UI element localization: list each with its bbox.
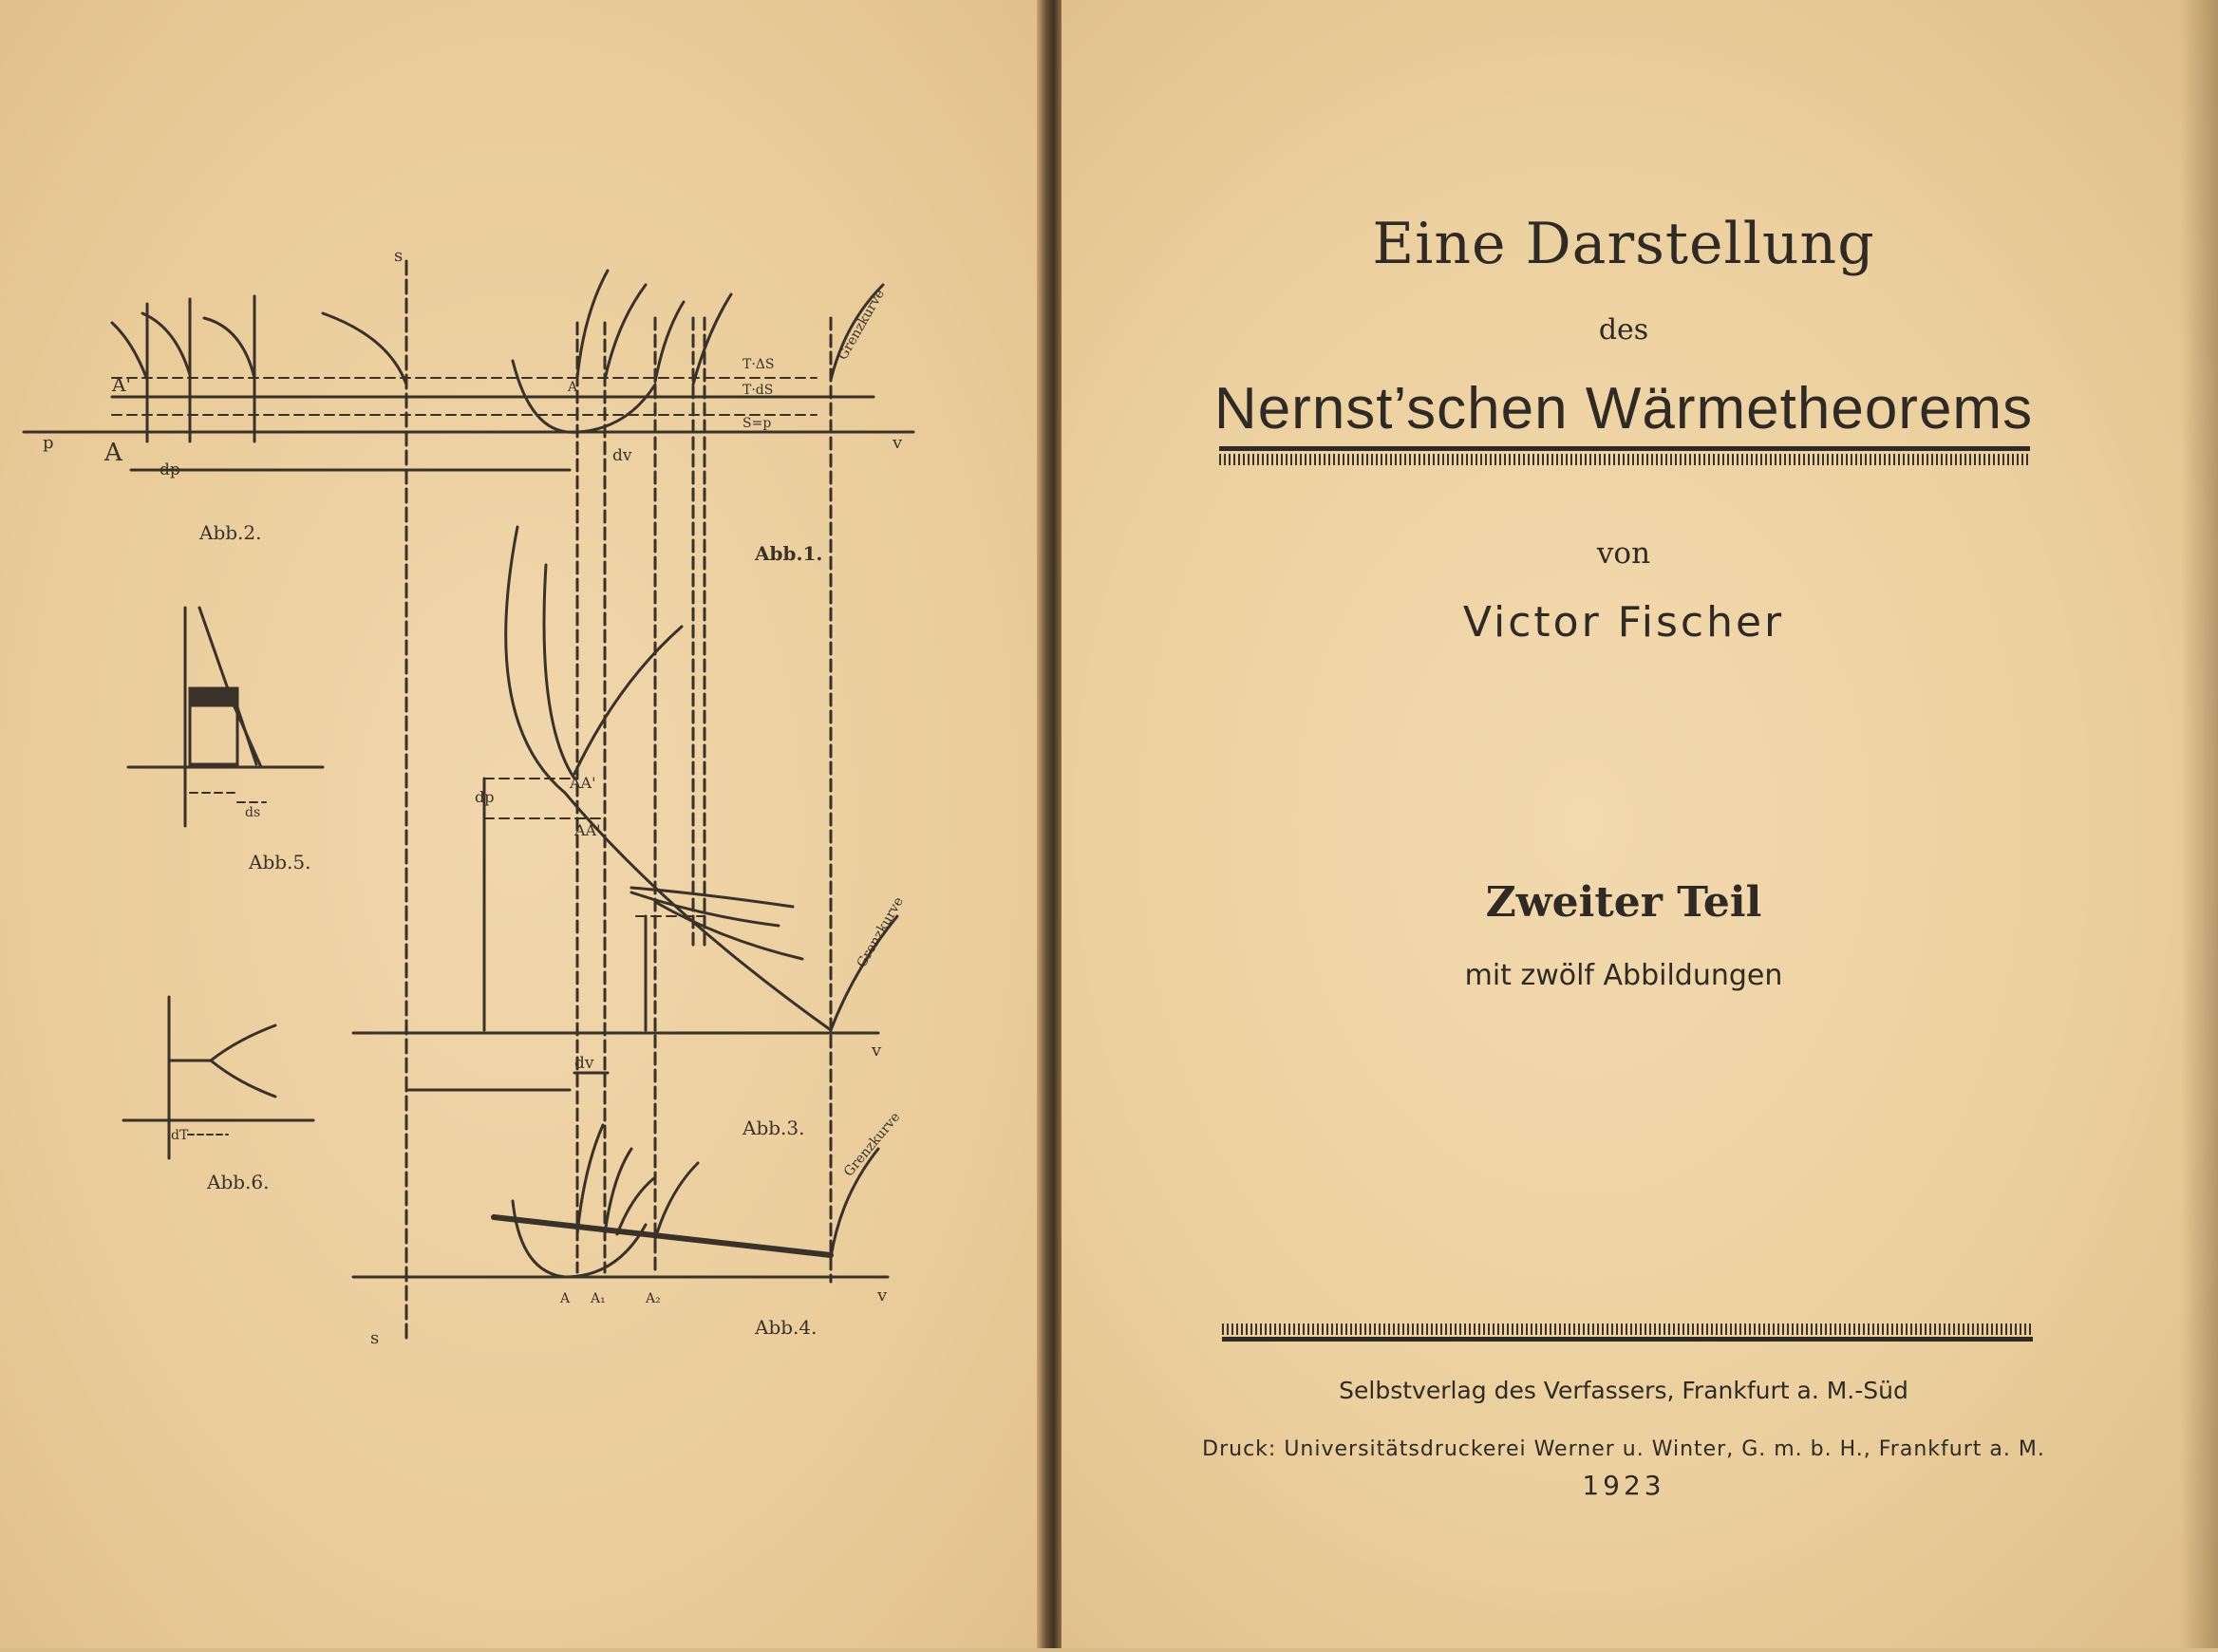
diagram-figure [0, 0, 1043, 1648]
abb2-curve-1 [112, 323, 147, 380]
abb1-curve-p4 [693, 294, 731, 385]
t-ds2-label: T·dS [742, 383, 774, 398]
aa-label: AA' [570, 774, 596, 792]
part-title: Zweiter Teil [1485, 878, 1762, 927]
grenz-curve-top-left [323, 313, 406, 385]
abb5-label: Abb.5. [249, 851, 311, 873]
ds-label-abb5: ds [245, 805, 261, 820]
abb3-hatched-band [494, 1217, 831, 1255]
dt-label-abb6: dT [171, 1128, 189, 1143]
abb4-label: Abb.4. [755, 1316, 818, 1339]
abb6-label: Abb.6. [207, 1171, 270, 1193]
abb3-label: Abb.3. [742, 1117, 805, 1139]
abb2-curve-3 [204, 318, 254, 378]
s-axis-label-bottom: s [370, 1328, 380, 1348]
abb3-curve-1 [577, 1125, 603, 1234]
v-axis-label: v [893, 433, 903, 453]
abb1-curve-p2 [605, 285, 646, 380]
printer-line: Druck: Universitätsdruckerei Werner u. Winter, G. m. b. H., Frankfurt a. M. [1202, 1437, 2045, 1461]
title-line-2: Nernst’schen Wärmetheorems [1213, 376, 2034, 441]
by-label: von [1596, 536, 1651, 571]
abb2-curve-2 [142, 313, 190, 375]
abb1-curve-s1 [544, 565, 574, 779]
abb1-curve-p3 [655, 302, 684, 382]
abb3-curve-3 [617, 1177, 655, 1234]
dv-label-top: dv [612, 446, 632, 465]
part-subtitle: mit zwölf Abbildungen [1464, 959, 1783, 992]
abb3-curve-2 [605, 1149, 631, 1234]
dp-label-mid: dp [475, 788, 495, 806]
abb6-curve-up [211, 1025, 275, 1061]
title-rule-solid [1219, 446, 2030, 451]
v-axis-label-2: v [872, 1041, 882, 1061]
publication-year: 1923 [1582, 1470, 1665, 1501]
abb3-curve-4 [655, 1163, 698, 1239]
title-line-1: Eine Darstellung [1372, 211, 1875, 277]
a2-label-bottom: A₂ [646, 1291, 661, 1306]
a1-label-bottom: A₁ [591, 1291, 606, 1306]
grenz-label-mid: Grenzkurve [854, 894, 907, 970]
abb6-curve-down [211, 1061, 275, 1097]
grenz-label-bottom: Grenzkurve [840, 1109, 904, 1180]
title-rule-hatch [1219, 454, 2030, 465]
a-prime-label: A' [112, 373, 131, 396]
author-name: Victor Fischer [1462, 598, 1785, 647]
v-axis-label-3: v [877, 1286, 888, 1305]
abb1-label: Abb.1. [755, 542, 823, 565]
a-label-bottom: A [560, 1291, 571, 1306]
s-axis-label-top: s [394, 246, 404, 266]
a-label-abb1: A [568, 380, 578, 395]
footer-rule-hatch [1222, 1323, 2033, 1335]
abb2-label: Abb.2. [199, 521, 262, 544]
aa-label-2: AA' [574, 821, 601, 839]
grenz-label-top: Grenzkurve [835, 287, 888, 363]
abb1-curve-p1 [577, 271, 608, 378]
dv-label-mid: dv [574, 1054, 594, 1073]
title-des: des [1598, 313, 1649, 347]
a-label-big: A [104, 439, 122, 467]
t-ds-label: T·ΔS [742, 357, 775, 372]
footer-rule-solid [1222, 1337, 2033, 1342]
abb1-curve-p-branch [574, 627, 682, 774]
s-p-label: S=p [742, 416, 772, 431]
publisher-line: Selbstverlag des Verfassers, Frankfurt a. M.-Süd [1339, 1377, 1908, 1404]
p-axis-label: p [43, 433, 54, 453]
abb5-diag-2 [237, 707, 256, 764]
dp-label-top: dp [160, 460, 180, 479]
